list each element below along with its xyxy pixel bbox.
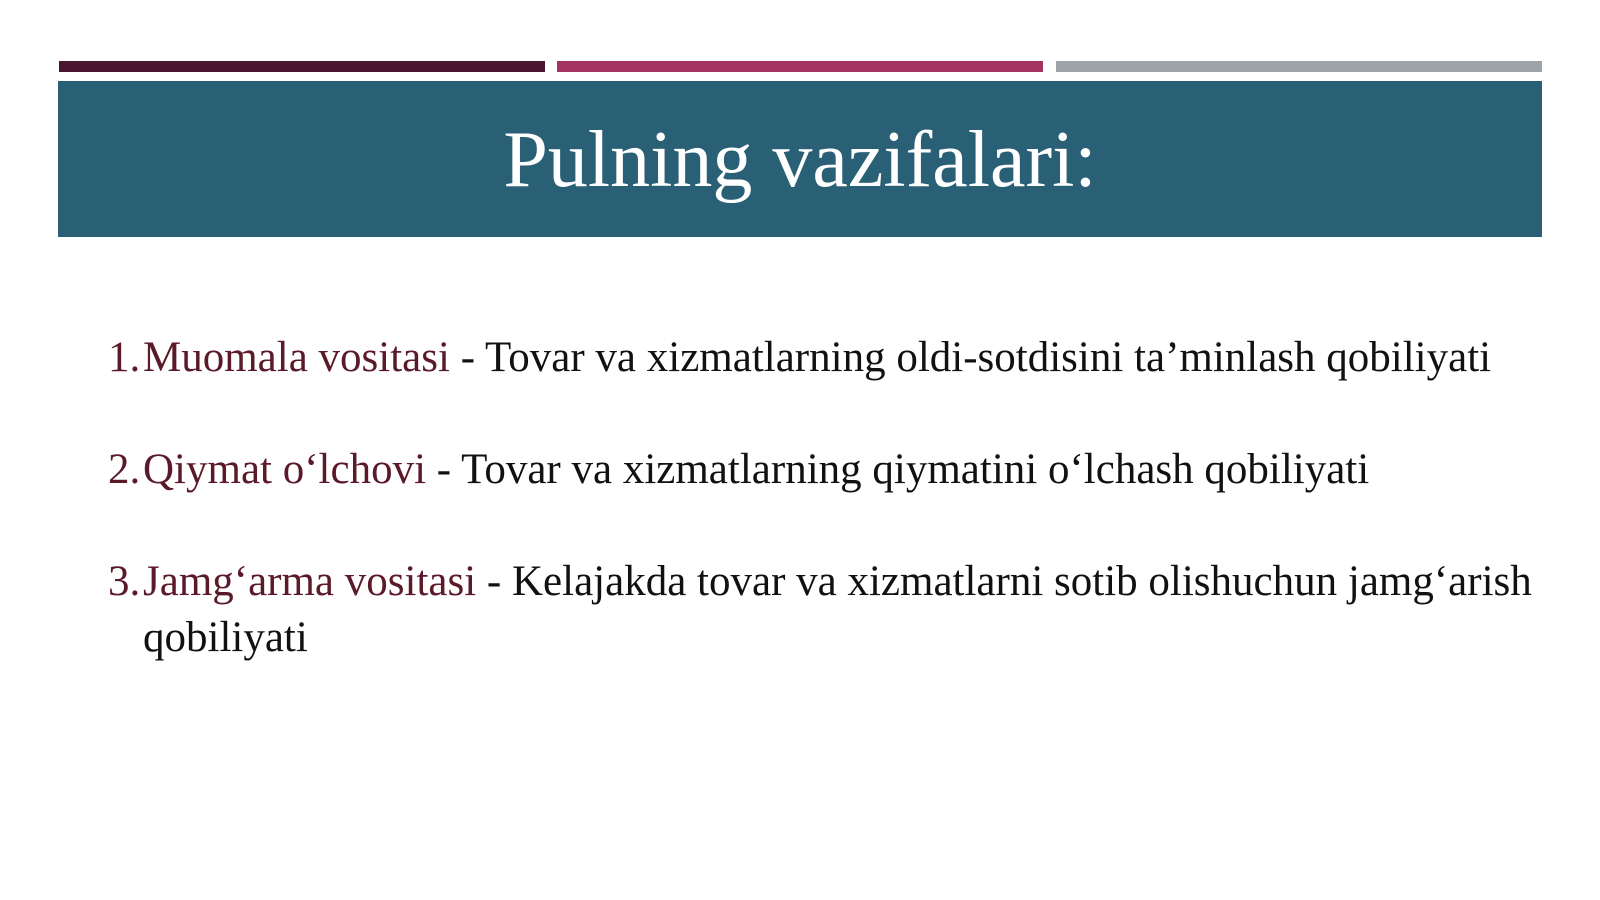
- list-item: [108, 330, 1548, 386]
- accent-bar-gray: [1056, 61, 1542, 72]
- item-number: 3.: [108, 558, 141, 605]
- slide-title: Pulning vazifalari:: [503, 116, 1097, 204]
- item-description: Tovar va xizmatlarning oldi-sotdisini ta’minlash qobiliyati: [485, 334, 1492, 381]
- item-term: Jamg‘arma vositasi: [143, 558, 477, 605]
- accent-bar-magenta: [557, 61, 1043, 72]
- item-separator: -: [476, 558, 512, 605]
- item-separator: -: [449, 334, 485, 381]
- item-separator: -: [426, 446, 462, 493]
- title-band: [58, 81, 1542, 237]
- item-term: Qiymat o‘lchovi: [143, 446, 427, 493]
- item-description: Tovar va xizmatlarning qiymatini o‘lchash qobiliyati: [461, 446, 1370, 493]
- accent-bar-dark: [59, 61, 545, 72]
- item-number: 2.: [108, 446, 141, 493]
- item-number: 1.: [108, 334, 141, 381]
- list-item: [108, 554, 1548, 666]
- content-list: [108, 330, 1548, 666]
- item-description: Kelajakda tovar va xizmatlarni sotib olishuchun jamg‘arish qobiliyati: [143, 558, 1532, 661]
- list-item: [108, 442, 1548, 498]
- item-term: Muomala vositasi: [143, 334, 450, 381]
